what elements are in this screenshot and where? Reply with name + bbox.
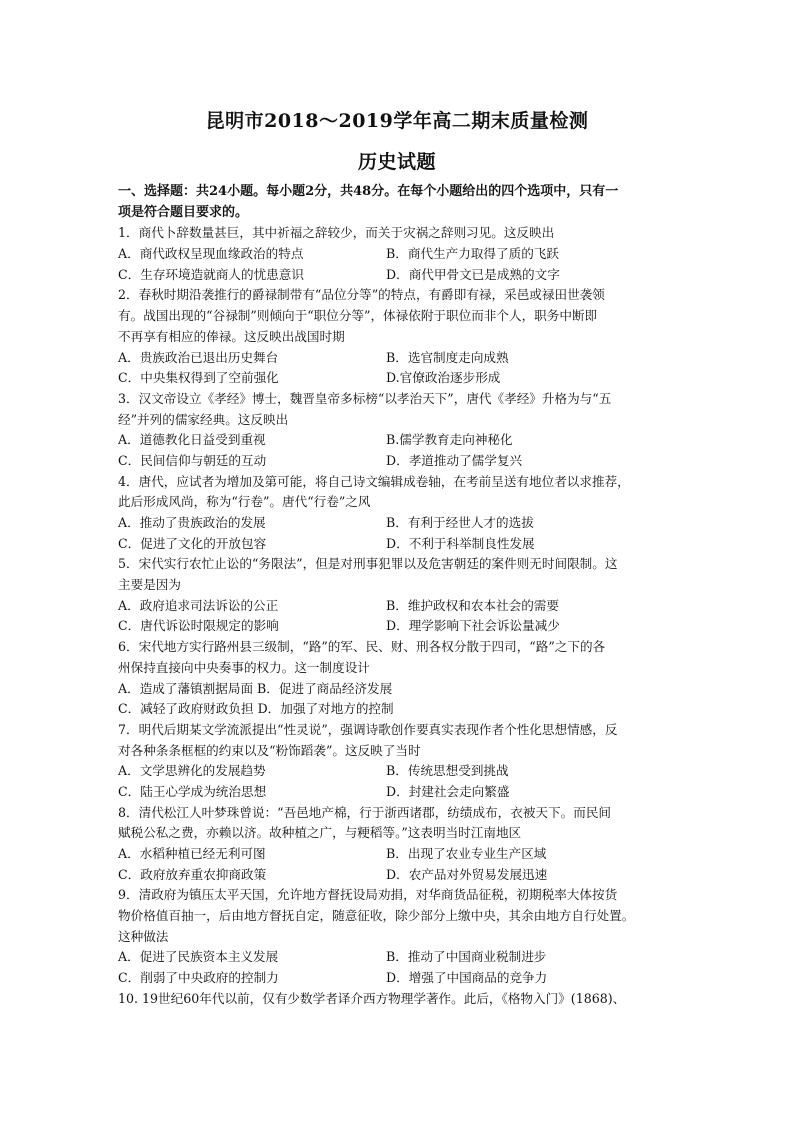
answer-option: D．农产品对外贸易发展迅速 <box>386 866 548 882</box>
answer-option: B．出现了农业专业生产区域 <box>386 846 547 861</box>
option-row <box>118 699 680 720</box>
answer-option: C．促进了文化的开放包容 <box>118 535 267 551</box>
page-title: 昆明市2018～2019学年高二期末质量检测 <box>205 110 589 132</box>
question-item <box>118 223 680 285</box>
question-stem-line: 5．宋代实行农忙止讼的“务限法”，但是对刑事犯罪以及危害朝廷的案件则无时间限制。这 <box>118 556 618 572</box>
question-stem-line: 4．唐代，应试者为增加及第可能，将自己诗文编辑成卷轴，在考前呈送有地位者以求推荐， <box>118 473 630 489</box>
answer-option: A．推动了贵族政治的发展 <box>118 515 266 530</box>
question-item <box>118 720 680 803</box>
answer-option: A．政府追求司法诉讼的公正 <box>118 597 279 613</box>
question-item <box>118 389 680 472</box>
answer-option: A．水稻种植已经无利可图 <box>118 846 266 861</box>
option-row <box>118 968 680 989</box>
question-item <box>118 472 680 555</box>
question-item <box>118 285 680 388</box>
question-stem-line: 2．春秋时期沿袭推行的爵禄制带有“品位分等”的特点，有爵即有禄，采邑或禄田世袭领 <box>118 287 605 303</box>
option-row <box>118 616 680 637</box>
question-stem-line: 1．商代卜辞数量甚巨，其中祈福之辞较少，而关于灾祸之辞则习见。这反映出 <box>118 225 555 241</box>
answer-option: B．传统思想受到挑战 <box>386 763 509 779</box>
answer-option: D．封建社会走向繁盛 <box>386 783 510 799</box>
question-stem-line: 物价格值百抽一，后由地方督抚自定，随意征收，除少部分上缴中央，其余由地方自行处置。 <box>118 908 635 924</box>
question-item <box>118 554 680 637</box>
option-row <box>118 430 680 451</box>
answer-option: C．中央集权得到了空前强化 <box>118 370 279 386</box>
question-stem-line: 不再享有相应的俸禄。这反映出战国时期 <box>118 328 345 344</box>
question-item <box>118 803 680 886</box>
question-item <box>118 885 680 988</box>
option-row <box>118 947 680 968</box>
answer-option: C．政府放弃重农抑商政策 <box>118 866 267 882</box>
question-stem-line: 州保持直接向中央奏事的权力。这一制度设计 <box>118 659 370 675</box>
answer-option: A．商代政权呈现血缘政治的特点 <box>118 246 304 262</box>
answer-option: B．推动了中国商业税制进步 <box>386 949 547 965</box>
question-item <box>118 989 680 1010</box>
section-heading-line: 项是符合题目要求的。 <box>118 204 249 220</box>
question-stem-line: 经”并列的儒家经典。这反映出 <box>118 411 289 427</box>
question-stem-line: 7．明代后期某文学流派提出“性灵说”，强调诗歌创作要真实表现作者个性化思想情感，反 <box>118 721 618 737</box>
answer-option: A．道德教化日益受到重视 <box>118 432 266 448</box>
answer-option: D.官僚政治逐步形成 <box>386 370 501 386</box>
answer-option: D．商代甲骨文已是成熟的文字 <box>386 266 560 282</box>
question-stem-line: 10. 19世纪60年代以前，仅有少数学者译介西方物理学著作。此后，《格物入门》(1868)、 <box>118 990 626 1006</box>
option-row <box>118 265 680 286</box>
question-stem-line: 9．清政府为镇压太平天国，允许地方督抚设局劝捐，对华商货品征税，初期税率大体按货 <box>118 887 618 903</box>
question-stem-line: 3．汉文帝设立《孝经》博士，魏晋皇帝多标榜“以孝治天下”，唐代《孝经》升格为与“五 <box>118 390 612 406</box>
answer-option: A．造成了藩镇割据局面 B．促进了商品经济发展 <box>118 680 393 696</box>
answer-option: D．孝道推动了儒学复兴 <box>386 452 523 468</box>
answer-option: A．促进了民族资本主义发展 <box>118 949 279 965</box>
exam-content <box>118 182 680 1010</box>
answer-option: C．陆王心学成为统治思想 <box>118 783 267 799</box>
option-row <box>118 348 680 369</box>
question-list <box>118 223 680 1009</box>
answer-option: C．削弱了中央政府的控制力 <box>118 970 279 986</box>
option-row <box>118 782 680 803</box>
option-row <box>118 534 680 555</box>
page-subtitle: 历史试题 <box>357 151 436 173</box>
question-stem-line: 有。战国出现的“谷禄制”则倾向于“职位分等”，体禄依附于职位而非个人，职务中断即 <box>118 308 598 324</box>
answer-option: B．有利于经世人才的选拔 <box>386 515 534 530</box>
option-row <box>118 844 680 865</box>
option-row <box>118 596 680 617</box>
question-stem-line: 主要是因为 <box>118 577 181 593</box>
question-item <box>118 637 680 720</box>
question-stem-line: 6．宋代地方实行路州县三级制，“路”的军、民、财、刑各权分散于四司，“路”之下的各 <box>118 639 606 655</box>
option-row <box>118 761 680 782</box>
option-row <box>118 368 680 389</box>
option-row <box>118 865 680 886</box>
answer-option: C．民间信仰与朝廷的互动 <box>118 452 267 468</box>
answer-option: D．不利于科举制良性发展 <box>386 535 535 551</box>
question-stem-line: 这种做法 <box>118 928 169 944</box>
answer-option: D．理学影响下社会诉讼量减少 <box>386 618 560 634</box>
question-stem-line: 对各种条条框框的约束以及“粉饰蹈袭”。这反映了当时 <box>118 742 421 758</box>
question-stem-line: 赋税公私之费，亦赖以济。故种植之广，与粳稻等。”这表明当时江南地区 <box>118 825 522 841</box>
answer-option: B．维护政权和农本社会的需要 <box>386 597 559 613</box>
section-heading-line: 一、选择题：共24小题。每小题2分，共48分。在每个小题给出的四个选项中，只有一 <box>118 184 619 199</box>
answer-option: C．唐代诉讼时限规定的影响 <box>118 618 279 634</box>
option-row <box>118 679 680 700</box>
option-row <box>118 451 680 472</box>
question-stem-line: 此后形成风尚，称为“行卷”。唐代“行卷”之风 <box>118 494 371 510</box>
answer-option: B.儒学教育走向神秘化 <box>386 432 513 448</box>
answer-option: C．生存环境造就商人的忧患意识 <box>118 266 304 282</box>
answer-option: B．商代生产力取得了质的飞跃 <box>386 246 559 262</box>
answer-option: A．文学思辨化的发展趋势 <box>118 763 266 779</box>
answer-option: C．减轻了政府财政负担 D．加强了对地方的控制 <box>118 701 394 717</box>
option-row <box>118 513 680 534</box>
answer-option: A．贵族政治已退出历史舞台 <box>118 349 279 365</box>
answer-option: D．增强了中国商品的竞争力 <box>386 970 548 986</box>
answer-option: B．选官制度走向成熟 <box>386 349 509 365</box>
option-row <box>118 244 680 265</box>
question-stem-line: 8．清代松江人叶梦珠曾说：“吾邑地产棉，行于浙西诸郡，纺绩成布，衣被天下。而民间 <box>118 804 612 820</box>
